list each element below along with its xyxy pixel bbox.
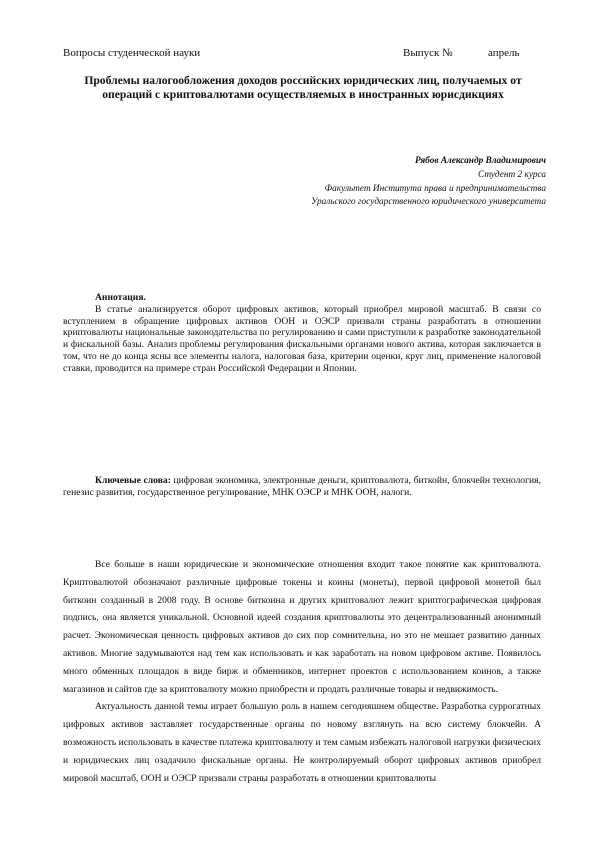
author-university: Уральского государственного юридического университета: [311, 197, 546, 208]
issue-label: Выпуск №: [403, 47, 453, 59]
keywords-label: Ключевые слова:: [95, 475, 171, 486]
issue-month: апрель: [488, 47, 520, 59]
keywords-text: цифровая экономика, электронные деньги, криптовалюта, биткойн, блокчейн технология, генезис развития, государственное регулирование, МНК ОЭСР и МНК ООН, налоги.: [63, 475, 541, 498]
article-title: Проблемы налогообложения доходов российских юридических лиц, получаемых от операций с криптовалютами осуществляемых в иностранных юрисдикциях: [84, 74, 522, 101]
keywords: [63, 475, 541, 499]
author-block: [311, 155, 546, 210]
annotation-heading: Аннотация.: [95, 292, 146, 303]
journal-name: Вопросы студенческой науки: [63, 47, 201, 59]
annotation: [63, 292, 541, 375]
body-text: [63, 556, 541, 787]
body-paragraph: Актуальность данной темы играет большую роль в нашем сегодняшнем обществе. Разработка суррогатных цифровых активов заставляет государственные органы по новому взглянуть на всю систему блокчейн. А возможность использовать в качестве платежа криптовалюту и тем самым избежать налоговой нагрузки физических и юридических лиц озадачило фискальные органы. Не контролируемый оборот цифровых активов приобрел мировой масштаб, ООН и ОЭСР призвали страны разработать в отношении криптовалюты: [63, 701, 541, 784]
author-status: Студент 2 курса: [477, 169, 546, 180]
author-faculty: Факультет Института права и предпринимательства: [324, 183, 546, 194]
author-name: Рябов Александр Владимирович: [414, 156, 546, 166]
annotation-text: В статье анализируется оборот цифровых активов, который приобрел мировой масштаб. В связи со вступлением в обращение цифровых активов ООН и ОЭСР призвали страны разработать в отношении криптовалюты национальные законодательства по регулированию и сами приступили к разработке законодательной и фискальной базы. Анализ проблемы регулирования фискальными органами нового актива, которая заключается в том, что не до конца ясны все элементы налога, налоговая база, критерии оценки, круг лиц, применение налоговой ставки, проводится на примере стран Российской Федерации и Японии.: [63, 303, 541, 374]
body-paragraph: Все больше в наши юридические и экономические отношения входит такое понятие как криптовалюта. Криптовалютой обозначают различные цифровые токены и коины (монеты), первой цифровой монетой был биткоин созданный в 2008 году. В основе биткоина и других криптовалют лежит криптографическая цифровая подпись, она является уникальной. Основной идеей создания криптовалюты это децентрализованный анонимный расчет. Экономическая ценность цифровых активов до сих пор сомнительна, но это не мешает развитию данных активов. Многие задумываются над тем как использовать и как заработать на новом цифровом активе. Появилось много обменных площадок в виде бирж и обменников, интернет проектов с использованием коинов, а также магазинов и сайтов где за криптовалюту можно приобрести и продать различные товары и недвижимость.: [63, 559, 541, 695]
